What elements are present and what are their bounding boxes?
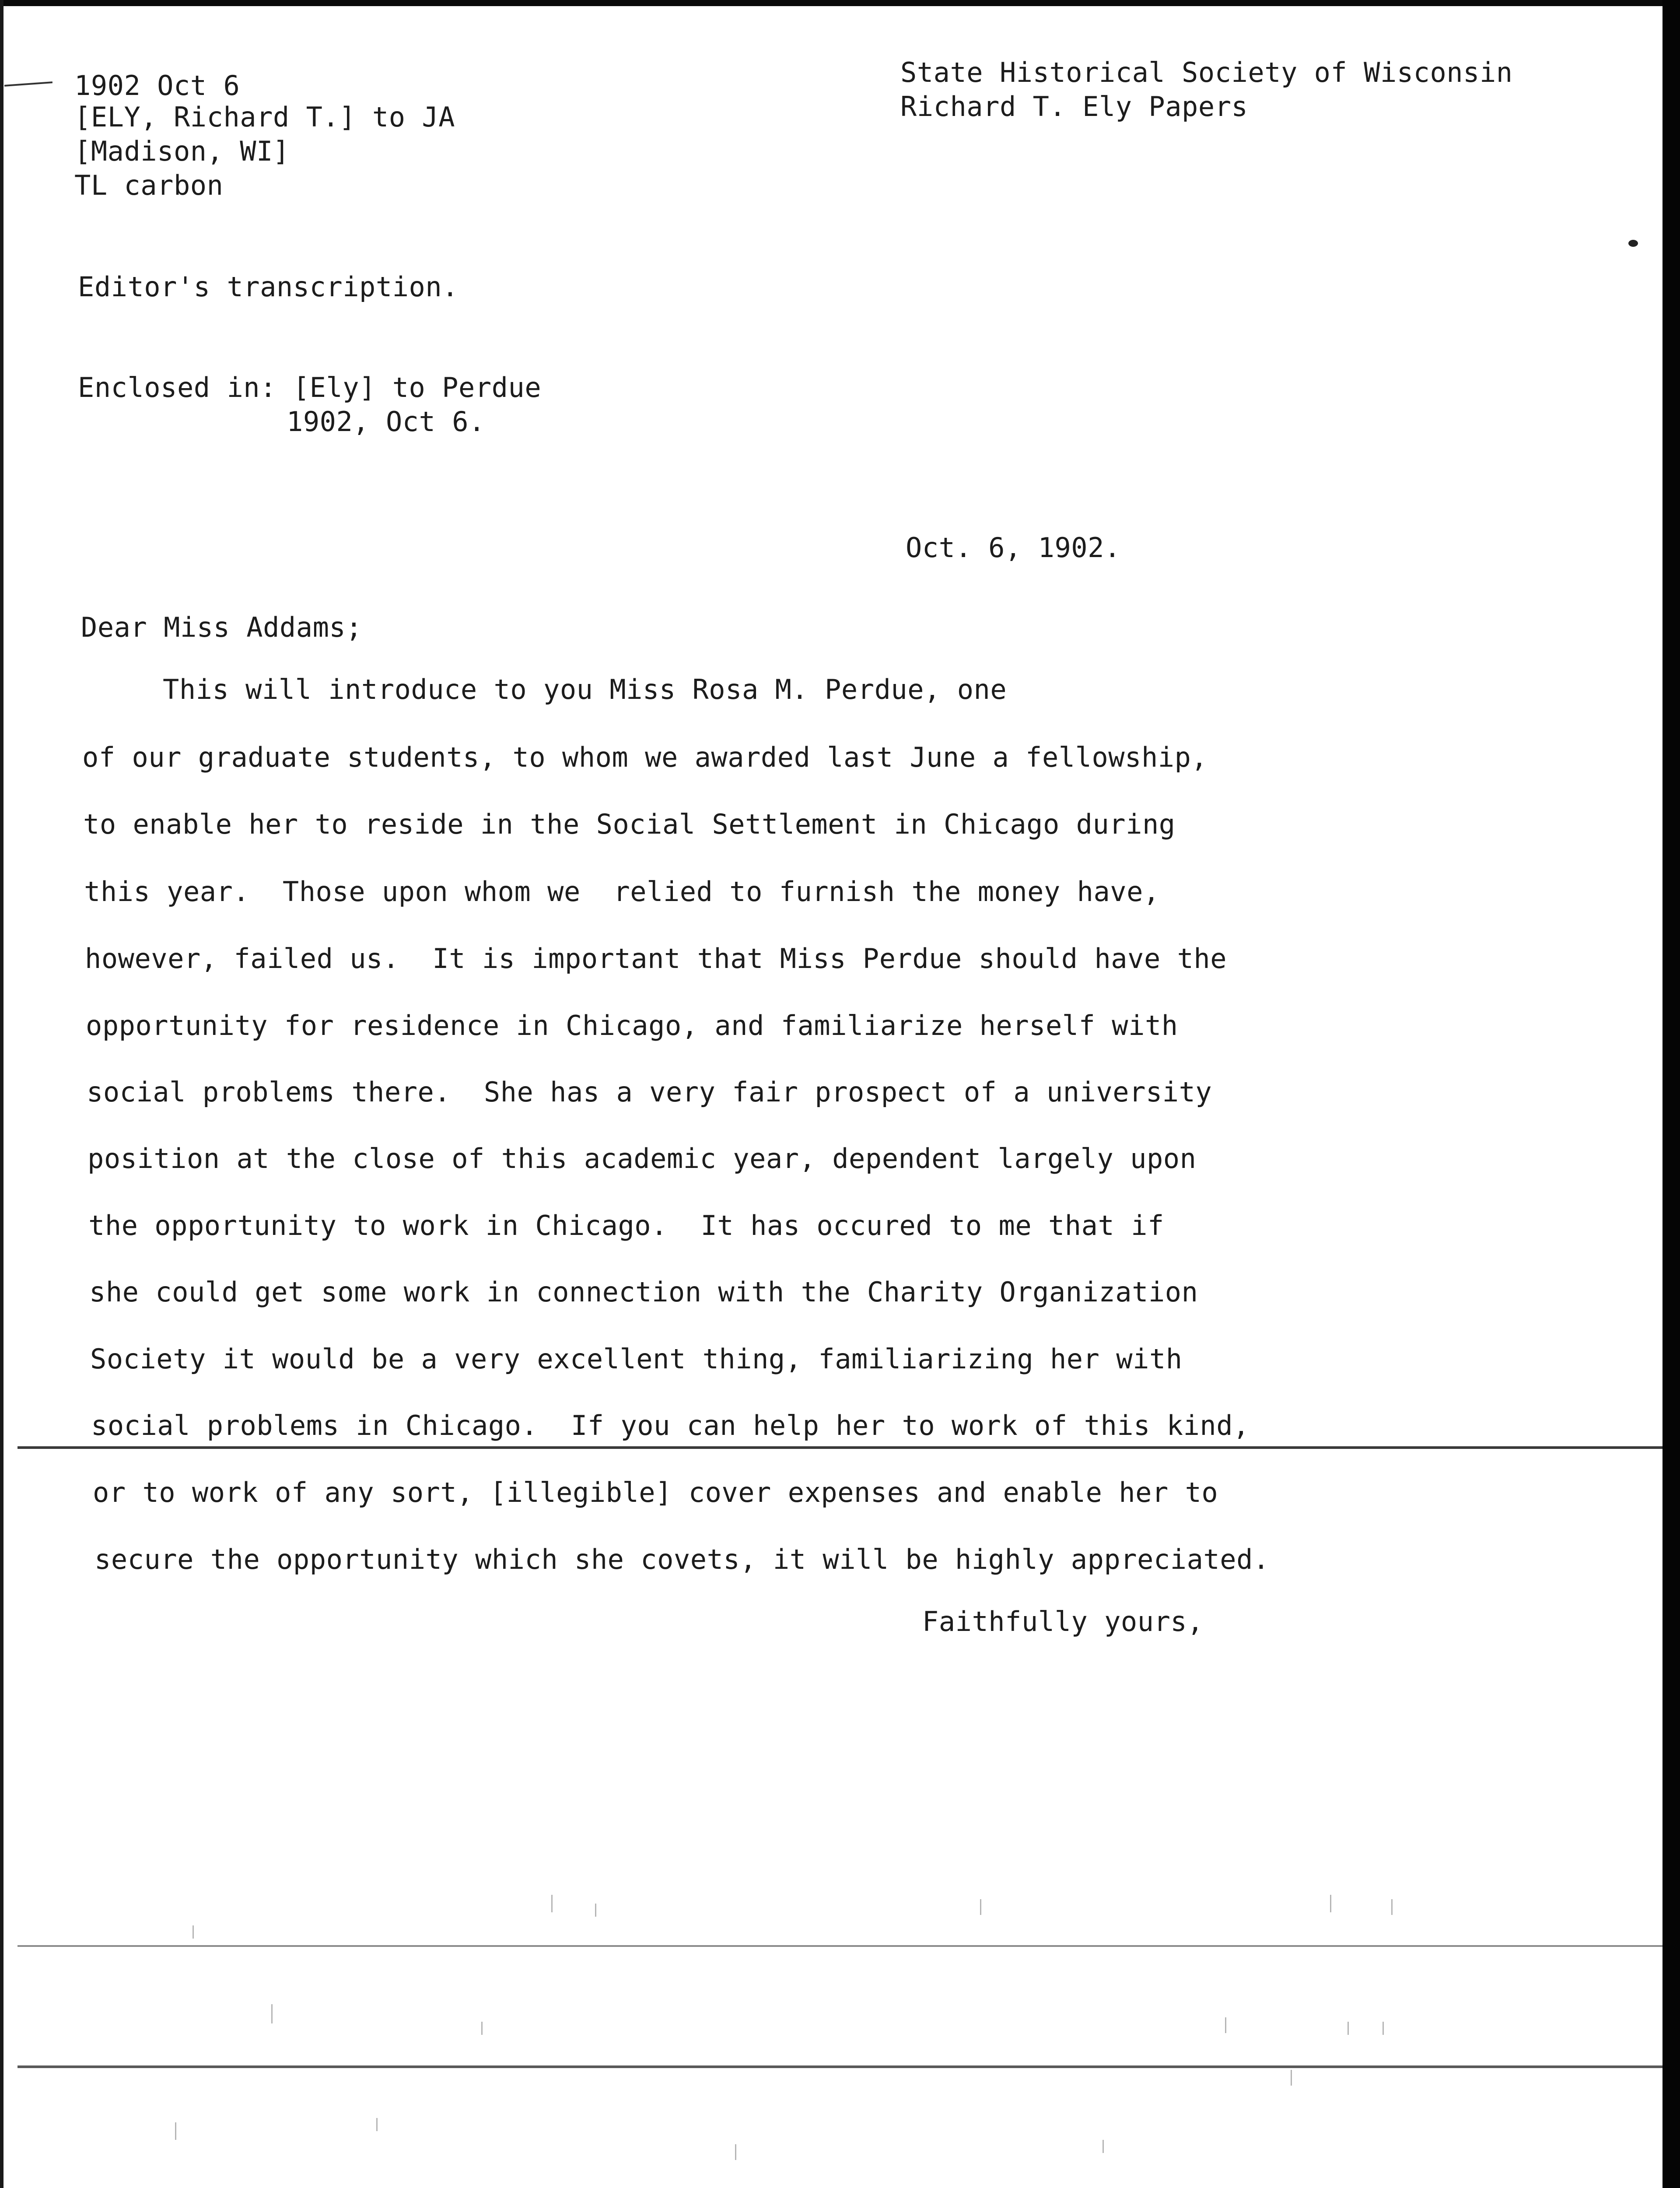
- scan-scratch: [1330, 1895, 1331, 1912]
- body-line: social problems in Chicago. If you can help her to work of this kind,: [91, 1410, 1250, 1441]
- header-place: [Madison, WI]: [74, 135, 290, 167]
- body-line: This will introduce to you Miss Rosa M. Perdue, one: [163, 673, 1007, 705]
- header-repository: State Historical Society of Wisconsin: [900, 56, 1513, 88]
- body-line: of our graduate students, to whom we awarded last June a fellowship,: [82, 741, 1208, 773]
- enclosure-line-2: 1902, Oct 6.: [287, 406, 485, 438]
- salutation: Dear Miss Addams;: [81, 611, 363, 643]
- page-fold-line: [18, 1446, 1662, 1449]
- scan-scratch: [271, 2004, 273, 2023]
- body-line: she could get some work in connection with the Charity Organization: [89, 1276, 1198, 1308]
- scan-scratch: [175, 2122, 176, 2140]
- pen-mark: [4, 81, 52, 87]
- scan-border-left: [0, 0, 4, 2188]
- header-format: TL carbon: [74, 169, 224, 201]
- body-line: secure the opportunity which she covets, it will be highly appreciated.: [94, 1543, 1270, 1575]
- header-correspondents: [ELY, Richard T.] to JA: [74, 101, 455, 133]
- header-collection: Richard T. Ely Papers: [900, 91, 1248, 123]
- header-date: 1902 Oct 6: [74, 70, 240, 102]
- body-line: position at the close of this academic year, dependent largely upon: [88, 1143, 1197, 1175]
- scan-border-right: [1662, 0, 1680, 2188]
- editor-note: Editor's transcription.: [78, 271, 459, 303]
- letter-date: Oct. 6, 1902.: [906, 532, 1121, 564]
- scan-scratch: [1348, 2022, 1349, 2035]
- scan-scratch: [1225, 2017, 1226, 2033]
- body-line: the opportunity to work in Chicago. It has occured to me that if: [88, 1210, 1164, 1241]
- scan-scratch: [481, 2022, 483, 2035]
- body-line: opportunity for residence in Chicago, and familiarize herself with: [86, 1010, 1178, 1041]
- body-line: social problems there. She has a very fair prospect of a university: [87, 1076, 1212, 1108]
- scan-scratch: [551, 1895, 553, 1912]
- scan-scratch: [980, 1899, 981, 1915]
- body-line: to enable her to reside in the Social Settlement in Chicago during: [83, 808, 1176, 840]
- scan-scratch: [595, 1904, 596, 1917]
- closing: Faithfully yours,: [922, 1606, 1204, 1637]
- scan-scratch: [1102, 2140, 1104, 2153]
- scan-scratch: [1382, 2022, 1384, 2035]
- body-line: or to work of any sort, [illegible] cover expenses and enable her to: [93, 1476, 1218, 1508]
- ink-spot: [1628, 240, 1638, 247]
- scan-scratch: [1391, 1899, 1393, 1915]
- body-line: this year. Those upon whom we relied to furnish the money have,: [84, 876, 1160, 908]
- scan-scratch: [1291, 2070, 1292, 2086]
- scan-scratch: [192, 1925, 194, 1939]
- scan-edge-line: [18, 1945, 1662, 1947]
- scan-scratch: [376, 2118, 378, 2131]
- scan-border-top: [0, 0, 1680, 6]
- body-line: Society it would be a very excellent thing, familiarizing her with: [90, 1343, 1183, 1375]
- scan-edge-line: [18, 2065, 1662, 2068]
- scan-scratch: [735, 2144, 736, 2160]
- body-line: however, failed us. It is important that Miss Perdue should have the: [85, 943, 1227, 975]
- enclosure-line-1: Enclosed in: [Ely] to Perdue: [78, 372, 542, 403]
